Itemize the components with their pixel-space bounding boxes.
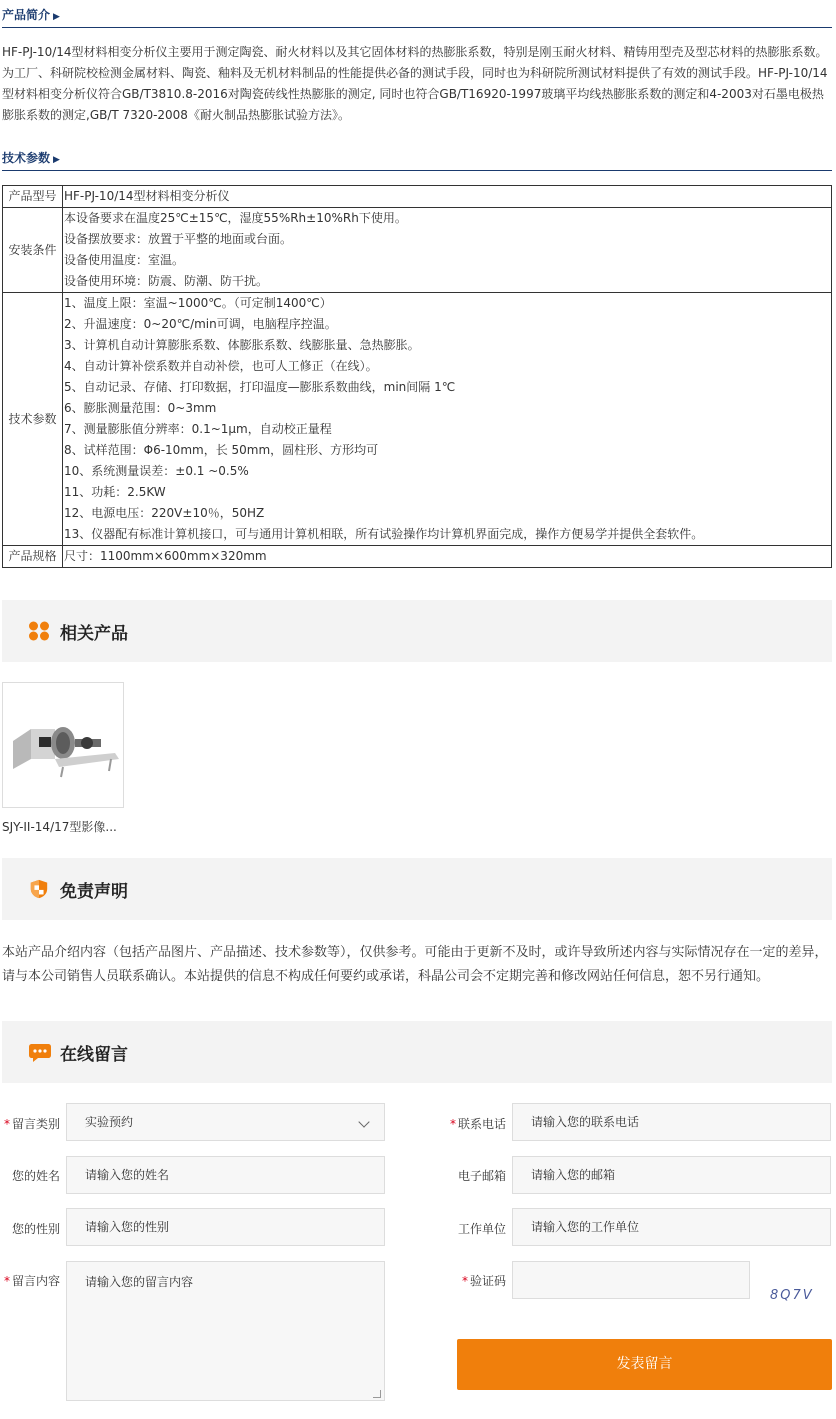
intro-section-header bbox=[2, 0, 832, 28]
message-textarea[interactable]: 请输入您的留言内容 bbox=[66, 1261, 385, 1401]
related-product-card[interactable] bbox=[2, 682, 124, 808]
params-value-line: 3、计算机自动计算膨胀系数、体膨胀系数、线膨胀量、急热膨胀。 bbox=[64, 338, 420, 352]
params-value-line: 8、试样范围：Φ6-10mm，长 50mm，圆柱形、方形均可 bbox=[64, 443, 379, 457]
required-mark: * bbox=[3, 1117, 10, 1131]
required-mark: * bbox=[449, 1117, 456, 1131]
category-label: * 留言类别 bbox=[3, 1117, 60, 1131]
params-value-line: 4、自动计算补偿系数并自动补偿，也可人工修正（在线）。 bbox=[64, 359, 378, 373]
params-value-line: 11、功耗：2.5KW bbox=[64, 485, 166, 499]
params-value-line: HF-PJ-10/14型材料相变分析仪 bbox=[64, 189, 230, 203]
company-label: 工作单位 bbox=[457, 1222, 506, 1236]
params-row bbox=[3, 208, 832, 293]
params-value-line: 2、升温速度：0~20℃/min可调，电脑程序控温。 bbox=[64, 317, 337, 331]
disclaimer-text: 本站产品介绍内容（包括产品图片、产品描述、技术参数等），仅供参考。可能由于更新不及时，或许导致所述内容与实际情况存在一定的差异，请与本公司销售人员联系确认。本站提供的信息不构成任何要约或承诺，科晶公司会不定期完善和修改网站任何信息，恕不另行通知。 bbox=[2, 945, 828, 984]
captcha-label: * 验证码 bbox=[461, 1274, 506, 1288]
shield-icon bbox=[29, 878, 49, 900]
submit-button[interactable]: 发表留言 bbox=[457, 1339, 832, 1390]
gender-label: 您的性别 bbox=[11, 1222, 60, 1236]
params-value-line: 13、仪器配有标准计算机接口，可与通用计算机相联，所有试验操作均计算机界面完成，操作方便易学并提供全套软件。 bbox=[64, 527, 704, 541]
name-label: 您的姓名 bbox=[11, 1169, 60, 1183]
params-value-line: 12、电源电压：220V±10％，50HZ bbox=[64, 506, 265, 520]
resize-handle-icon[interactable] bbox=[373, 1390, 381, 1398]
phone-label: * 联系电话 bbox=[449, 1117, 506, 1131]
gender-input[interactable]: 请输入您的性别 bbox=[66, 1208, 385, 1246]
related-products-header bbox=[2, 600, 832, 662]
product-thumbnail bbox=[3, 683, 123, 807]
triangle-right-icon: ▶ bbox=[53, 155, 60, 165]
message-form-header bbox=[2, 1021, 832, 1083]
params-row bbox=[3, 293, 832, 546]
required-mark: * bbox=[3, 1274, 10, 1288]
params-row-value bbox=[63, 208, 832, 293]
disclaimer-title: 免责声明 bbox=[60, 882, 128, 902]
params-value-line: 设备摆放要求：放置于平整的地面或台面。 bbox=[64, 232, 293, 246]
params-row-value bbox=[63, 293, 832, 546]
params-row-key: 产品型号 bbox=[3, 186, 63, 208]
params-section-header bbox=[2, 143, 832, 171]
required-mark: * bbox=[461, 1274, 468, 1288]
triangle-right-icon: ▶ bbox=[53, 12, 60, 22]
name-input[interactable]: 请输入您的姓名 bbox=[66, 1156, 385, 1194]
params-row-value bbox=[63, 546, 832, 568]
params-row-key: 技术参数 bbox=[3, 293, 63, 546]
params-value-line: 设备使用温度：室温。 bbox=[64, 253, 185, 267]
chat-bubble-icon bbox=[28, 1042, 52, 1064]
company-input[interactable]: 请输入您的工作单位 bbox=[512, 1208, 831, 1246]
message-label: * 留言内容 bbox=[3, 1274, 60, 1288]
params-section-title: 技术参数 ▶ bbox=[2, 151, 60, 165]
params-row-value bbox=[63, 186, 832, 208]
params-table bbox=[2, 185, 832, 568]
related-product-name[interactable]: SJY-II-14/17型影像... bbox=[2, 820, 117, 834]
params-value-line: 本设备要求在温度25℃±15℃，湿度55%Rh±10%Rh下使用。 bbox=[64, 211, 407, 225]
intro-section-title: 产品简介 ▶ bbox=[2, 8, 60, 22]
params-value-line: 设备使用环境：防震、防潮、防干扰。 bbox=[64, 274, 269, 288]
disclaimer-header bbox=[2, 858, 832, 920]
captcha-image[interactable]: 8Q7V bbox=[770, 1288, 814, 1303]
params-row-key: 产品规格 bbox=[3, 546, 63, 568]
params-value-line: 7、测量膨胀值分辨率：0.1~1μm，自动校正量程 bbox=[64, 422, 332, 436]
message-form-title: 在线留言 bbox=[60, 1045, 128, 1065]
category-selected-value: 实验预约 bbox=[85, 1115, 134, 1129]
params-row bbox=[3, 546, 832, 568]
params-row bbox=[3, 186, 832, 208]
grid-flower-icon bbox=[28, 621, 50, 641]
params-value-line: 5、自动记录、存储、打印数据，打印温度—膨胀系数曲线，min间隔 1℃ bbox=[64, 380, 456, 394]
related-products-title: 相关产品 bbox=[60, 624, 128, 644]
intro-paragraph: HF-PJ-10/14型材料相变分析仪主要用于测定陶瓷、耐火材料以及其它固体材料的热膨胀系数，特别是刚玉耐火材料、精铸用型壳及型芯材料的热膨胀系数。为工厂、科研院校检测金属材料、陶瓷、釉料及无机材料制品的性能提供必备的测试手段，同时也为科研院所测试材料提供了有效的测试手段。HF-PJ-10/14型材料相变分析仪符合GB/T3810.8-2016对陶瓷砖线性热膨胀的测定, 同时也符合GB/T16920-1997玻璃平均线热膨胀系数的测定和4-2003对石墨电极热膨胀系数的测定,GB/T 7320-2008《耐火制品热膨胀试验方法》。 bbox=[2, 45, 828, 122]
category-select[interactable] bbox=[66, 1103, 385, 1141]
params-value-line: 10、系统测量误差：±0.1 ~0.5% bbox=[64, 464, 249, 478]
chevron-down-icon bbox=[358, 1116, 369, 1127]
phone-input[interactable]: 请输入您的联系电话 bbox=[512, 1103, 831, 1141]
email-label: 电子邮箱 bbox=[457, 1169, 506, 1183]
params-value-line: 1、温度上限：室温~1000℃。（可定制1400℃） bbox=[64, 296, 332, 310]
params-row-key: 安装条件 bbox=[3, 208, 63, 293]
captcha-input[interactable] bbox=[512, 1261, 750, 1299]
params-value-line: 尺寸：1100mm×600mm×320mm bbox=[64, 549, 267, 563]
email-input[interactable]: 请输入您的邮箱 bbox=[512, 1156, 831, 1194]
params-value-line: 6、膨胀测量范围：0~3mm bbox=[64, 401, 217, 415]
